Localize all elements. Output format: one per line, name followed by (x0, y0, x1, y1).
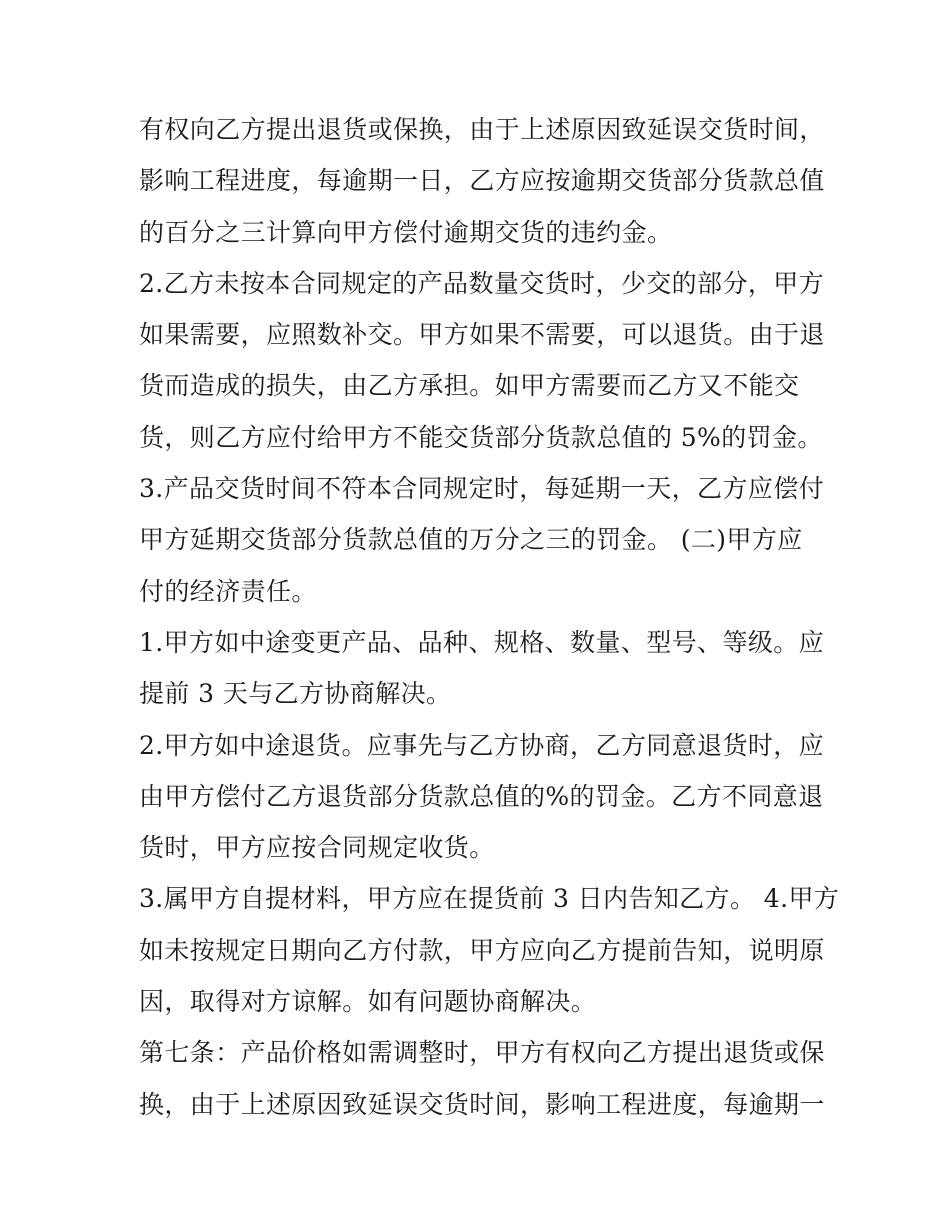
text-line: 由甲方偿付乙方退货部分货款总值的%的罚金。乙方不同意退 (139, 781, 824, 811)
text-line: 2.乙方未按本合同规定的产品数量交货时，少交的部分，甲方 (139, 268, 825, 298)
text-line: 提前 3 天与乙方协商解决。 (139, 679, 452, 709)
text-line: 如果需要，应照数补交。甲方如果不需要，可以退货。由于退 (139, 320, 825, 350)
text-line: 的百分之三计算向甲方偿付逾期交货的违约金。 (139, 217, 673, 247)
text-line: 影响工程进度，每逾期一日，乙方应按逾期交货部分货款总值 (139, 166, 825, 196)
text-line: 如未按规定日期向乙方付款，甲方应向乙方提前告知，说明原 (139, 935, 825, 965)
text-line: 货，则乙方应付给甲方不能交货部分货款总值的 5%的罚金。 (139, 422, 823, 452)
text-line: 甲方延期交货部分货款总值的万分之三的罚金。 (二)甲方应 (139, 525, 803, 555)
text-line: 3.产品交货时间不符本合同规定时，每延期一天，乙方应偿付 (139, 474, 825, 504)
text-line: 货时，甲方应按合同规定收货。 (139, 833, 495, 863)
text-line: 1.甲方如中途变更产品、品种、规格、数量、型号、等级。应 (139, 627, 825, 657)
contract-text-body (139, 104, 840, 1130)
text-line: 3.属甲方自提材料，甲方应在提货前 3 日内告知乙方。 4.甲方 (139, 884, 840, 914)
text-line: 有权向乙方提出退货或保换，由于上述原因致延误交货时间， (139, 115, 825, 144)
text-line: 因，取得对方谅解。如有问题协商解决。 (139, 987, 597, 1017)
text-line: 货而造成的损失，由乙方承担。如甲方需要而乙方又不能交 (139, 371, 800, 401)
text-line: 换，由于上述原因致延误交货时间，影响工程进度，每逾期一 (139, 1089, 825, 1119)
text-line: 第七条：产品价格如需调整时，甲方有权向乙方提出退货或保 (139, 1038, 825, 1068)
text-line: 付的经济责任。 (139, 576, 317, 606)
text-line: 2.甲方如中途退货。应事先与乙方协商，乙方同意退货时，应 (139, 730, 825, 760)
